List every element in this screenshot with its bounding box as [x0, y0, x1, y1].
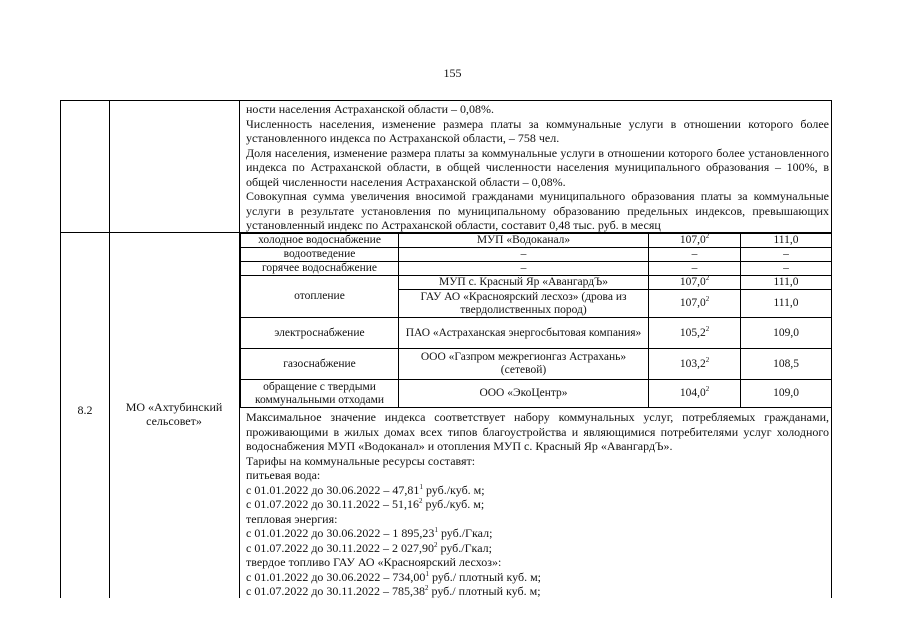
provider-cell: МУП «Водоканал» [399, 234, 649, 248]
tariff-line: с 01.07.2022 до 30.11.2022 – 2 027,90$^2$ руб./Гкал; [246, 540, 492, 555]
service-cell: водоотведение [241, 248, 399, 262]
table-row [241, 262, 832, 276]
tariff-heading: твердое топливо ГАУ АО «Красноярский лесхоз»: [246, 555, 502, 569]
table-row [241, 349, 832, 380]
provider-cell: – [399, 248, 649, 262]
service-cell: обращение с твердыми коммунальными отходами [241, 380, 399, 408]
paragraph: ности населения Астраханской области – 0,08%. [246, 102, 495, 116]
paragraph: Численность населения, изменение размера платы за коммунальные услуги в отношении которого более установленного индекса по Астраханской области, – 758 чел. [246, 116, 829, 145]
provider-cell: ООО «ЭкоЦентр» [399, 380, 649, 408]
tariff-line: с 01.01.2022 до 30.06.2022 – 1 895,23$^1$ руб./Гкал; [246, 526, 493, 540]
table-row [241, 380, 832, 408]
paragraph: питьевая вода: [246, 468, 321, 482]
paragraph: Максимальное значение индекса соответствует набору коммунальных услуг, потребляемых гражданами, проживающими в жилых домах всех типов благоустройства и являющимися потребителями услуг холодного водоснабжения МУП «Водоканал» и отопления МУП с. Красный Яр «АвангардЪ». [246, 410, 829, 453]
services-table [240, 233, 832, 408]
paragraph: Тарифы на коммунальные ресурсы составят: [246, 453, 476, 468]
tariff-line: с 01.01.2022 до 30.06.2022 – 734,00$^1$ руб./ плотный куб. м; [246, 569, 541, 584]
provider-cell: ГАУ АО «Красноярский лесхоз» (дрова из твердолиственных пород) [399, 290, 649, 318]
table-row [241, 318, 832, 349]
value-cell: 109,0 [741, 318, 832, 349]
index-cell: – [649, 248, 741, 262]
provider-cell: ПАО «Астраханская энергосбытовая компания» [399, 318, 649, 349]
index-cell: 103,2$^2$ [649, 349, 741, 380]
index-cell: 107,0$^2$ [649, 290, 741, 318]
paragraph: Доля населения, изменение размера платы за коммунальные услуги в отношении которого более установленного индекса по Астраханской области, в общей численности населения муниципального образования – 100%, в общей численности населения Астраханской области – 0,08%. [246, 145, 829, 189]
table-row [241, 234, 832, 248]
value-cell: 111,0 [741, 276, 832, 290]
tariff-line: с 01.07.2022 до 30.11.2022 – 51,16$^2$ руб./куб. м; [246, 497, 485, 511]
value-cell: 111,0 [741, 290, 832, 318]
tariff-heading: тепловая энергия: [246, 511, 338, 526]
tariff-line: с 01.07.2022 до 30.11.2022 – 785,38$^2$ руб./ плотный куб. м; [246, 584, 541, 598]
value-cell: – [741, 262, 832, 276]
index-cell: 107,0$^2$ [649, 276, 741, 290]
service-cell: горячее водоснабжение [241, 262, 399, 276]
table-row [241, 276, 832, 290]
service-cell: газоснабжение [241, 349, 399, 380]
table-border-left [60, 100, 61, 598]
municipality-name: МО «Ахтубинский сельсовет» [125, 400, 223, 428]
top-text-block [246, 102, 829, 233]
provider-cell: МУП с. Красный Яр «АвангардЪ» [399, 276, 649, 290]
table-border-top [60, 100, 832, 101]
service-cell: отопление [241, 276, 399, 318]
table-row [241, 248, 832, 262]
index-cell: – [649, 262, 741, 276]
value-cell: 108,5 [741, 349, 832, 380]
paragraph: Совокупная сумма увеличения вносимой гражданами муниципального образования платы за коммунальные услуги в результате установления по муниципальному образованию предельных индексов, превышающих установленный индекс по Астраханской области, составит 0,48 тыс. руб. в месяц [246, 189, 829, 232]
index-cell: 105,2$^2$ [649, 318, 741, 349]
bottom-text-block [246, 410, 829, 599]
value-cell: 111,0 [741, 234, 832, 248]
provider-cell: – [399, 262, 649, 276]
index-cell: 104,0$^2$ [649, 380, 741, 408]
index-cell: 107,0$^2$ [649, 234, 741, 248]
page-number: 155 [443, 66, 462, 80]
value-cell: 109,0 [741, 380, 832, 408]
row-number: 8.2 [77, 403, 93, 417]
service-cell: электроснабжение [241, 318, 399, 349]
value-cell: – [741, 248, 832, 262]
tariff-line: с 01.01.2022 до 30.06.2022 – 47,81$^1$ руб./куб. м; [246, 482, 485, 497]
provider-cell: ООО «Газпром межрегионгаз Астрахань» (сетевой) [399, 349, 649, 380]
service-cell: холодное водоснабжение [241, 234, 399, 248]
col-divider-1 [109, 100, 110, 598]
